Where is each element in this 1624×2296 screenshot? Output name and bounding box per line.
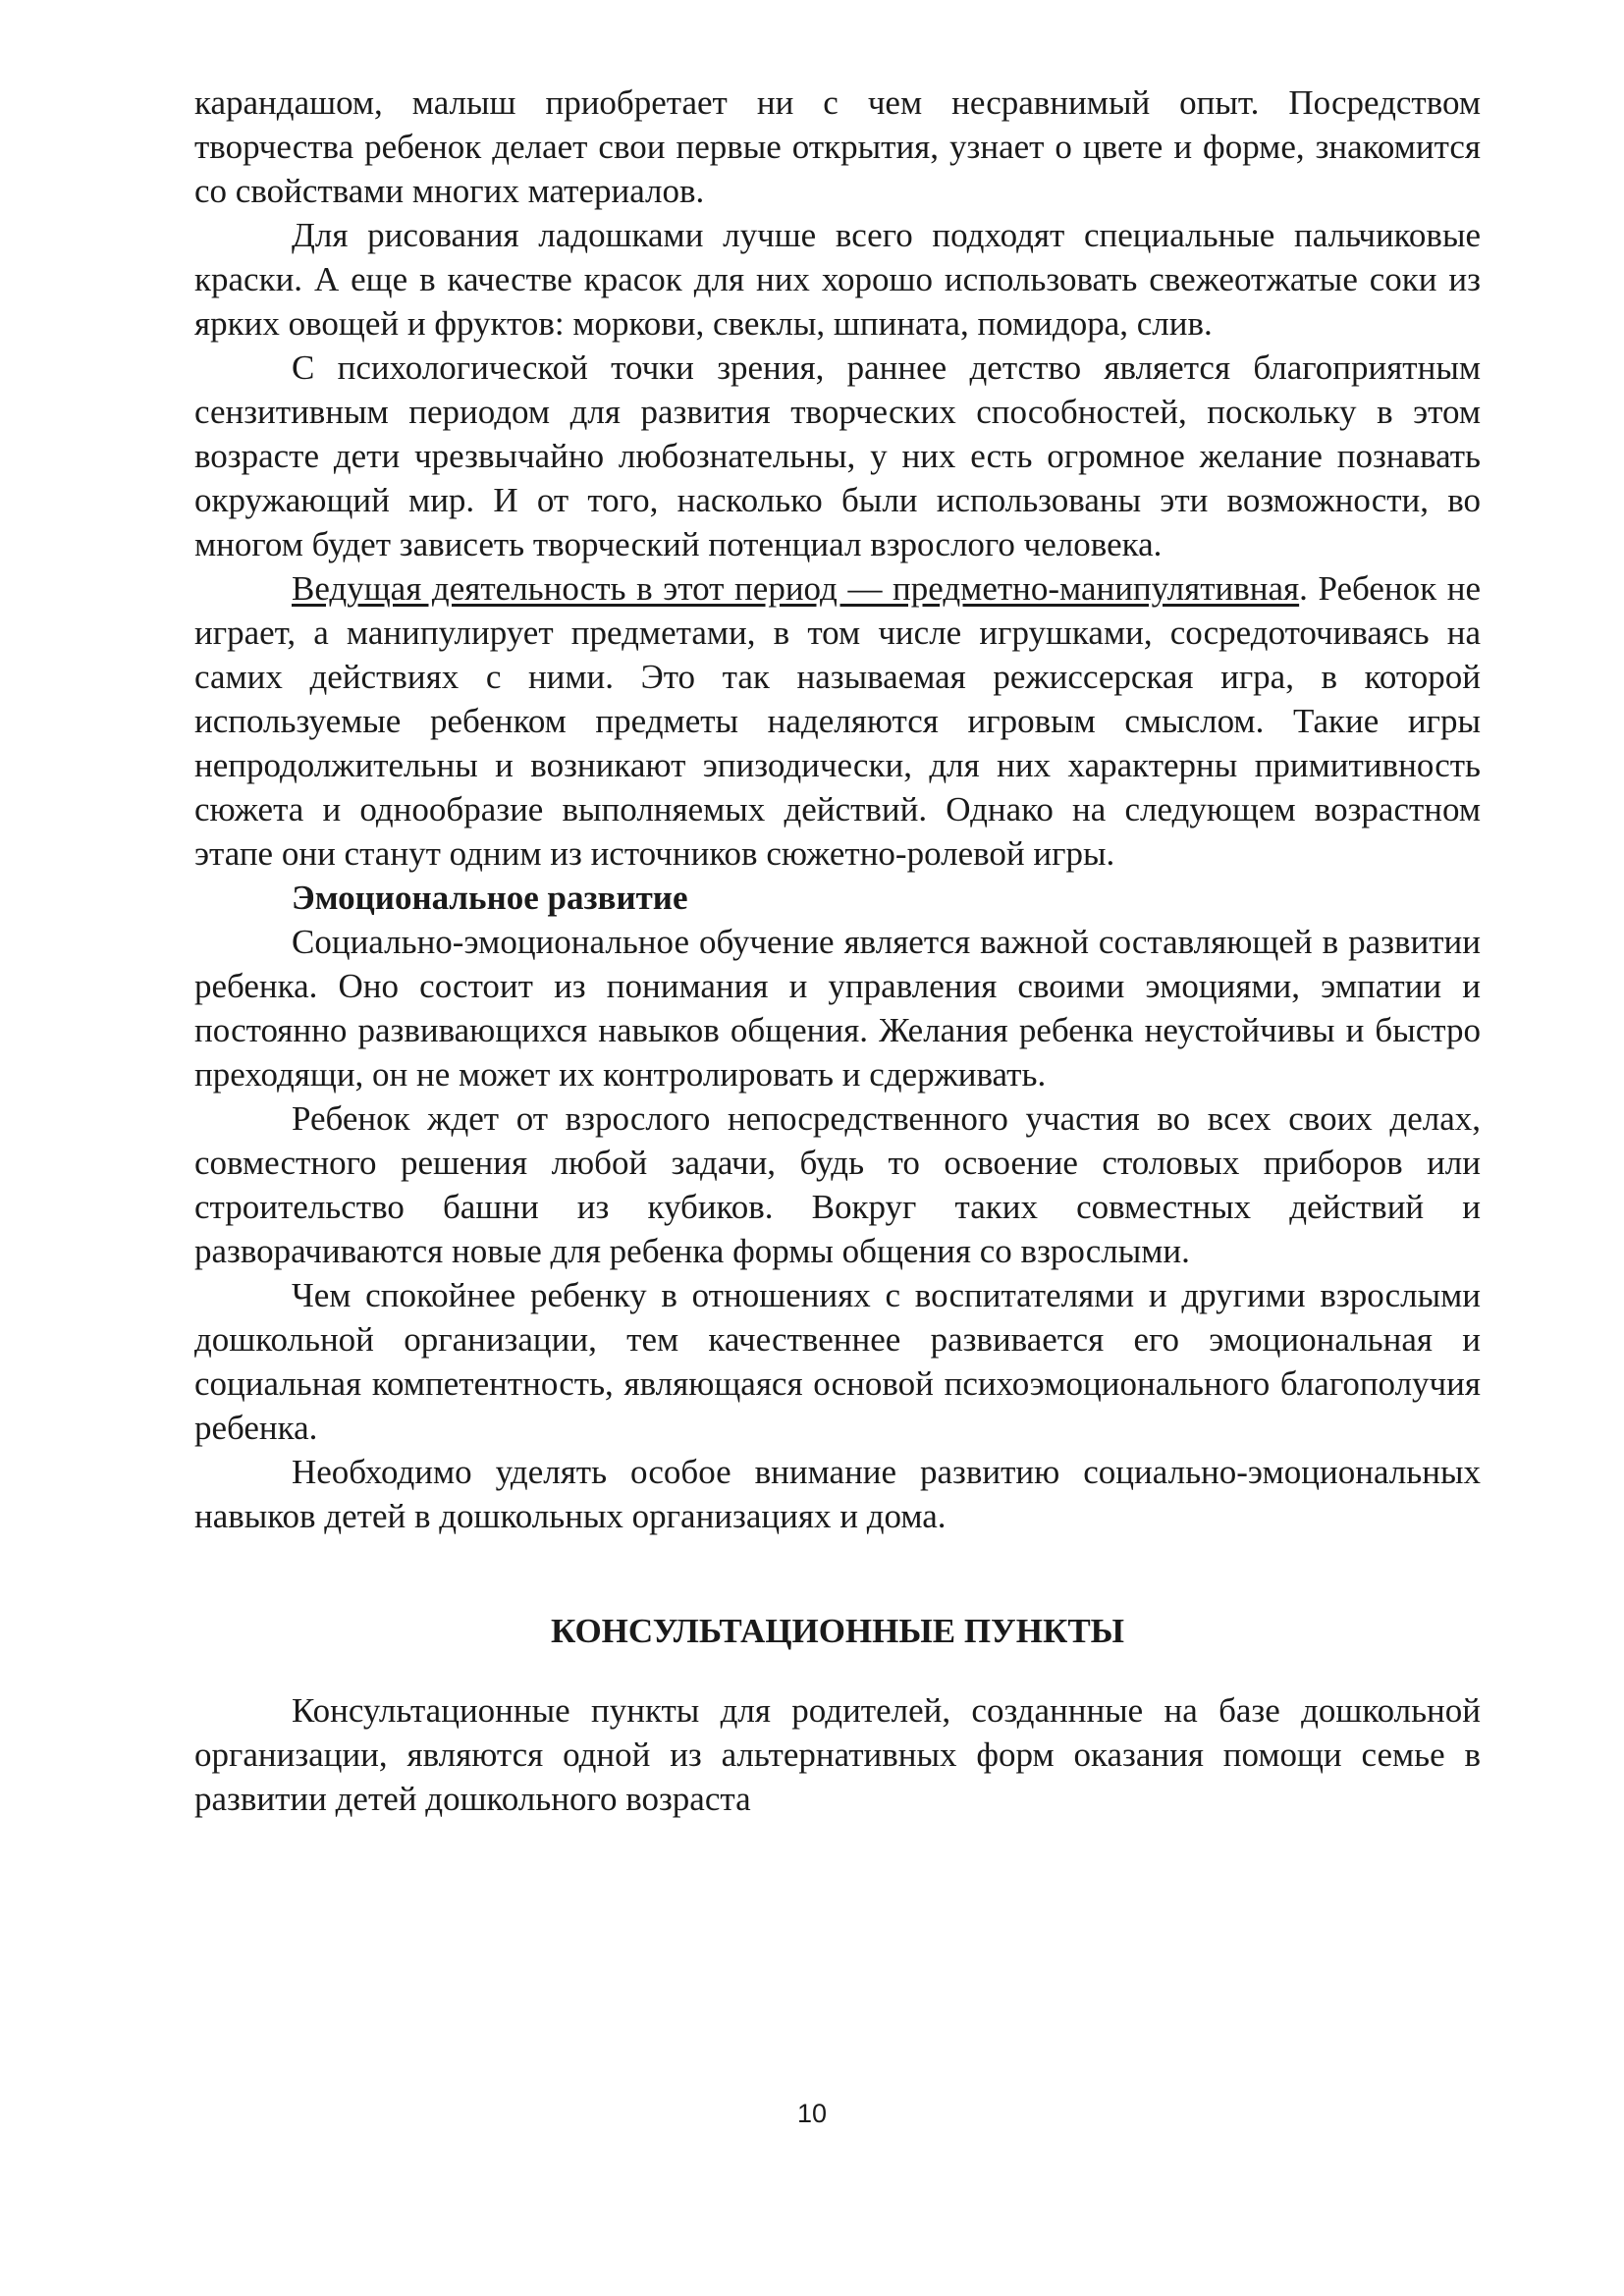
- paragraph-leading-activity: [194, 566, 1481, 876]
- section-title-consultation-points: КОНСУЛЬТАЦИОННЫЕ ПУНКТЫ: [550, 1612, 1125, 1650]
- paragraph-continuation: карандашом, малыш приобретает ни с чем несравнимый опыт. Посредством творчества ребенок делает свои первые открытия, узнает о цвете и форме, знакомится со свойствами многих материалов.: [194, 83, 1481, 210]
- paragraph-consultation-points: Консультационные пункты для родителей, созданнные на базе дошкольной организации, являются одной из альтернативных форм оказания помощи семье в развитии детей дошкольного возраста: [194, 1691, 1481, 1818]
- leading-activity-underlined: Ведущая деятельность в этот период — предметно-манипулятивная: [292, 569, 1300, 608]
- page-number: 10: [796, 2099, 828, 2128]
- page-body: [194, 80, 1481, 1821]
- subheading-emotional-development: Эмоциональное развитие: [292, 879, 688, 917]
- paragraph-calm-relations: Чем спокойнее ребенку в отношениях с воспитателями и другими взрослыми дошкольной организации, тем качественнее развивается его эмоциональная и социальная компетентность, являющаяся основой психоэмоционального благополучия ребенка.: [194, 1276, 1481, 1447]
- paragraph-social-emotional-learning: Социально-эмоциональное обучение является важной составляющей в развитии ребенка. Оно состоит из понимания и управления своими эмоциями, эмпатии и постоянно развивающихся навыков общения. Желания ребенка неустойчивы и быстро преходящи, он не может их контролировать и сдерживать.: [194, 923, 1481, 1094]
- leading-activity-rest: . Ребенок не играет, а манипулирует предметами, в том числе игрушками, сосредоточиваясь на самих действиях с ними. Это так называемая режиссерская игра, в которой используемые ребенком предметы наделяются игровым смыслом. Такие игры непродолжительны и возникают эпизодически, для них характерны примитивность сюжета и однообразие выполняемых действий. Однако на следующем возрастном этапе они станут одним из источников сюжетно-ролевой игры.: [194, 569, 1482, 873]
- paragraph-sensitive-period: С психологической точки зрения, раннее детство является благоприятным сензитивным периодом для развития творческих способностей, поскольку в этом возрасте дети чрезвычайно любознательны, у них есть огромное желание познавать окружающий мир. И от того, насколько были использованы эти возможности, во многом будет зависеть творческий потенциал взрослого человека.: [194, 348, 1481, 563]
- paragraph-attention-skills: Необходимо уделять особое внимание развитию социально-эмоциональных навыков детей в дошкольных организациях и дома.: [194, 1453, 1481, 1535]
- paragraph-adult-participation: Ребенок ждет от взрослого непосредственного участия во всех своих делах, совместного решения любой задачи, будь то освоение столовых приборов или строительство башни из кубиков. Вокруг таких совместных действий и разворачиваются новые для ребенка формы общения со взрослыми.: [194, 1099, 1481, 1270]
- paragraph-finger-paints: Для рисования ладошками лучше всего подходят специальные пальчиковые краски. А еще в качестве красок для них хорошо использовать свежеотжатые соки из ярких овощей и фруктов: моркови, свеклы, шпината, помидора, слив.: [194, 216, 1481, 343]
